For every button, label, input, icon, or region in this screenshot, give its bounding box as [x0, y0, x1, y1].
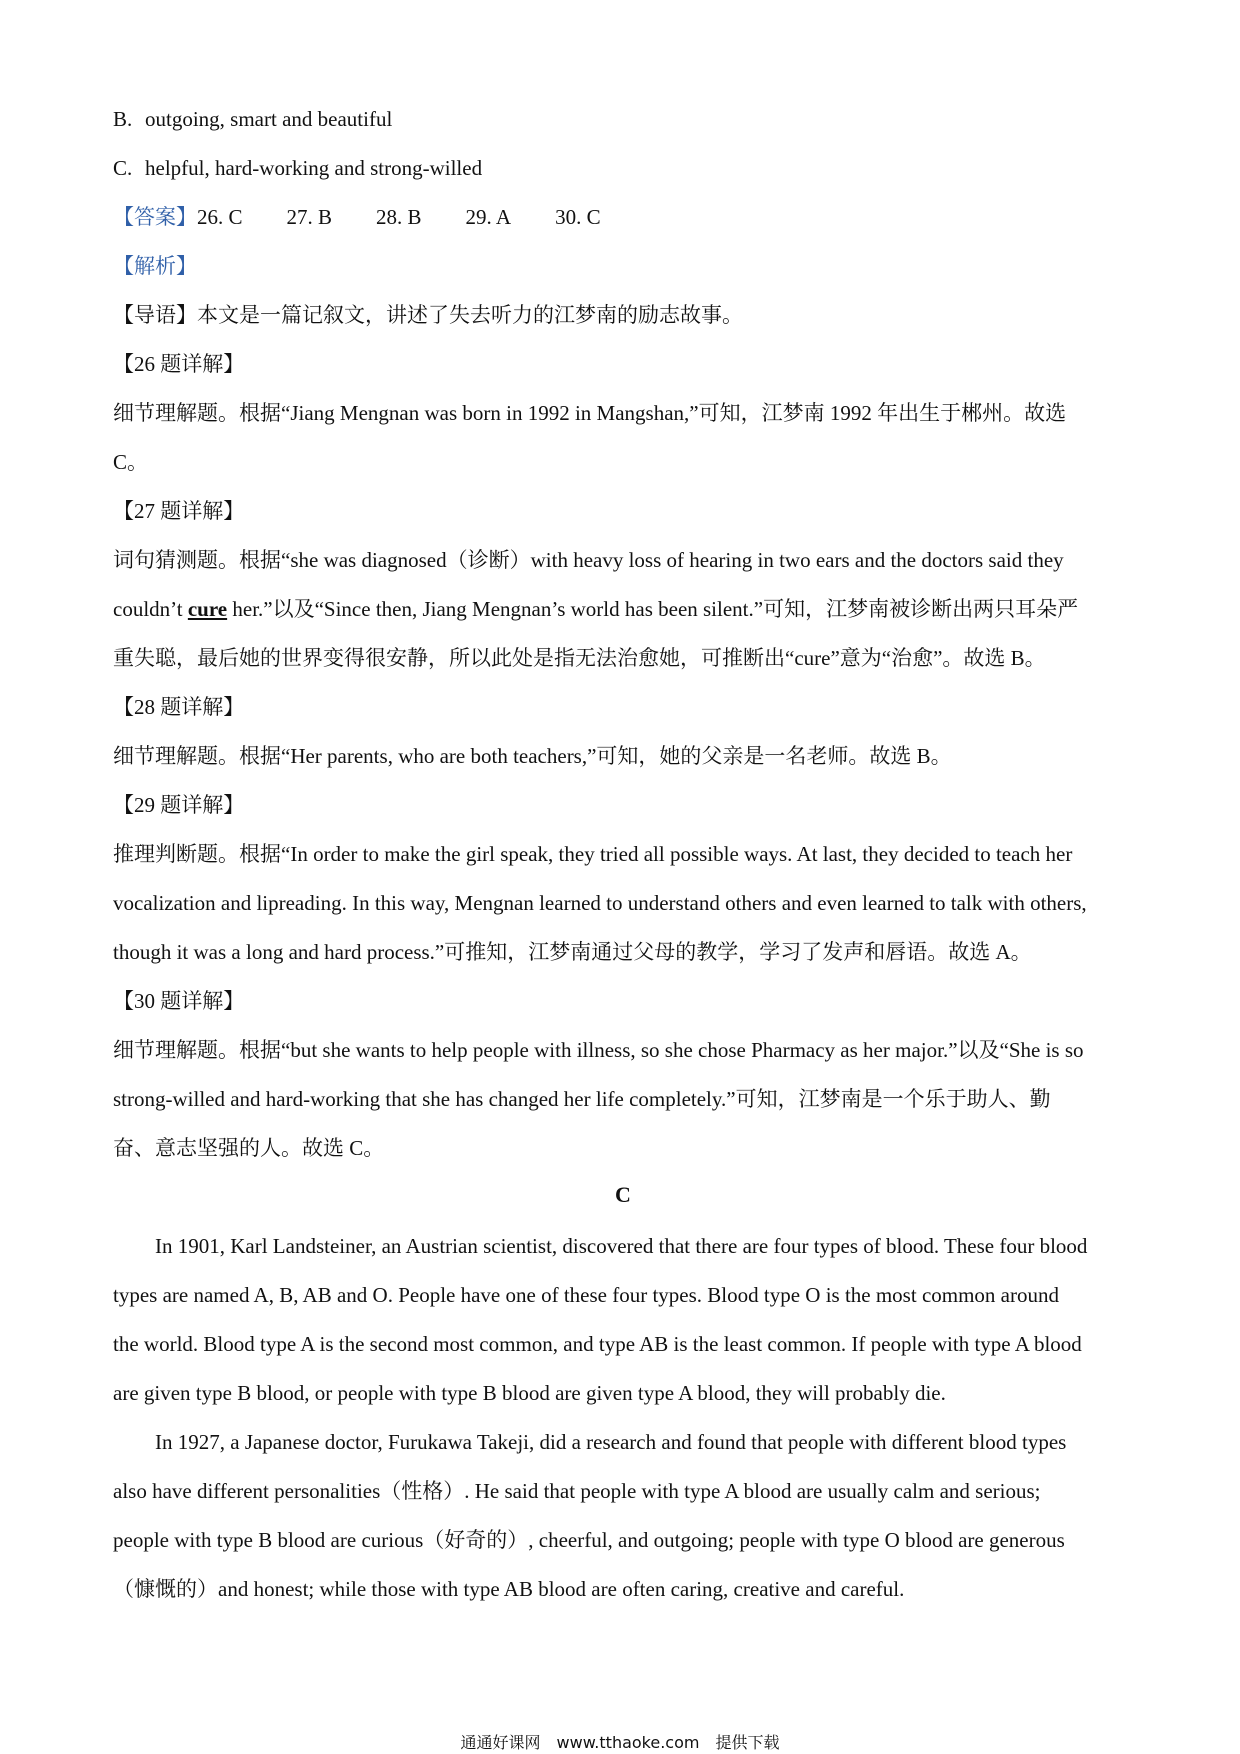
section-c-title: C	[615, 1182, 631, 1207]
option-c	[113, 154, 482, 182]
passage-line: the world. Blood type A is the second most common, and type AB is the least common. If people with type A blood	[113, 1332, 1082, 1356]
answer-line	[113, 203, 645, 231]
answer-item: 29. A	[465, 205, 512, 229]
q29-text-line: 推理判断题。根据“In order to make the girl speak, they tried all possible ways. At last, they decided to teach her	[113, 842, 1073, 866]
passage-line: also have different personalities（性格）. He said that people with type A blood are usually calm and serious;	[113, 1479, 1041, 1503]
q30-text-line: 细节理解题。根据“but she wants to help people with illness, so she chose Pharmacy as her major.”以及“She is so	[113, 1038, 1084, 1062]
intro-text: 【导语】本文是一篇记叙文，讲述了失去听力的江梦南的励志故事。	[113, 303, 743, 327]
cure-keyword: cure	[187, 597, 228, 621]
q26-heading: 【26 题详解】	[113, 352, 245, 376]
passage-line: are given type B blood, or people with type B blood are given type A blood, they will probably die.	[113, 1381, 946, 1405]
q29-text-line: though it was a long and hard process.”可推知，江梦南通过父母的教学，学习了发声和唇语。故选 A。	[113, 940, 1032, 964]
footer-site-name: 通通好课网	[460, 1733, 541, 1752]
answer-label: 【答案】	[113, 205, 197, 229]
analysis-label: 【解析】	[113, 254, 197, 278]
q30-text-line: 奋、意志坚强的人。故选 C。	[113, 1136, 385, 1160]
passage-line: people with type B blood are curious（好奇的）, cheerful, and outgoing; people with type O blood are generous	[113, 1528, 1065, 1552]
option-text: outgoing, smart and beautiful	[145, 107, 393, 131]
passage-line: In 1927, a Japanese doctor, Furukawa Takeji, did a research and found that people with different blood types	[155, 1430, 1067, 1454]
passage-line: In 1901, Karl Landsteiner, an Austrian scientist, discovered that there are four types of blood. These four blood	[155, 1234, 1088, 1258]
page-footer	[0, 1730, 1240, 1753]
answer-item: 30. C	[555, 205, 601, 229]
answer-item: 28. B	[376, 205, 422, 229]
option-letter: B.	[113, 107, 133, 131]
q27-text-fragment: couldn’t	[113, 597, 188, 621]
q28-heading: 【28 题详解】	[113, 695, 245, 719]
answer-item: 26. C	[197, 205, 243, 229]
q29-heading: 【29 题详解】	[113, 793, 245, 817]
footer-url[interactable]: www.tthaoke.com	[556, 1733, 700, 1752]
q29-text-line: vocalization and lipreading. In this way, Mengnan learned to understand others and even learned to talk with others,	[113, 891, 1087, 915]
q27-heading: 【27 题详解】	[113, 499, 245, 523]
answer-item: 27. B	[286, 205, 333, 229]
q26-text-line: C。	[113, 450, 149, 474]
q26-text-line: 细节理解题。根据“Jiang Mengnan was born in 1992 in Mangshan,”可知，江梦南 1992 年出生于郴州。故选	[113, 401, 1067, 425]
q27-text-fragment: her.”以及“Since then, Jiang Mengnan’s world has been silent.”可知，江梦南被诊断出两只耳朵严	[227, 597, 1079, 621]
passage-line: （慷慨的）and honest; while those with type AB blood are often caring, creative and careful.	[113, 1577, 905, 1601]
option-text: helpful, hard-working and strong-willed	[145, 156, 483, 180]
passage-line: types are named A, B, AB and O. People have one of these four types. Blood type O is the most common around	[113, 1283, 1059, 1307]
option-letter: C.	[113, 156, 133, 180]
q27-text-line: 重失聪，最后她的世界变得很安静，所以此处是指无法治愈她，可推断出“cure”意为“治愈”。故选 B。	[113, 646, 1046, 670]
footer-suffix: 提供下载	[715, 1733, 780, 1752]
option-b	[113, 105, 392, 133]
q27-text-line	[113, 595, 1078, 623]
q27-text-line: 词句猜测题。根据“she was diagnosed（诊断）with heavy loss of hearing in two ears and the doctors said they	[113, 548, 1064, 572]
q28-text-line: 细节理解题。根据“Her parents, who are both teachers,”可知，她的父亲是一名老师。故选 B。	[113, 744, 952, 768]
q30-heading: 【30 题详解】	[113, 989, 245, 1013]
q30-text-line: strong-willed and hard-working that she has changed her life completely.”可知，江梦南是一个乐于助人、勤	[113, 1087, 1051, 1111]
